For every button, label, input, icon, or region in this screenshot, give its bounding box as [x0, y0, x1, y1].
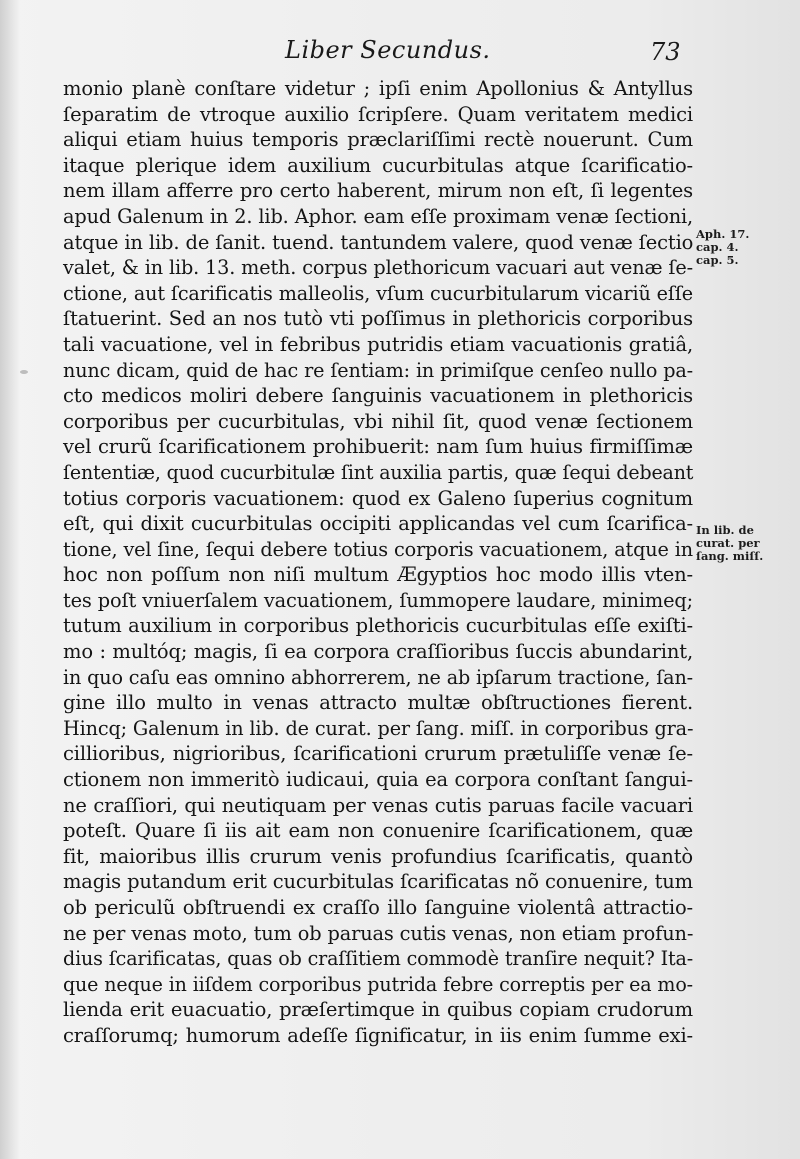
- text-line: eſt, qui dixit cucurbitulas occipiti applicandas vel cum ſcarifica-: [63, 512, 693, 536]
- running-title: Liber Secundus.: [285, 36, 491, 64]
- text-line: in quo caſu eas omnino abhorrerem, ne ab ipſarum tractione, ſan-: [63, 665, 693, 689]
- text-line: vel crurũ ſcarificationem prohibuerit: nam ſum huius firmiſſimæ: [63, 435, 693, 459]
- page-number: 73: [650, 38, 681, 66]
- text-line: ne per venas moto, tum ob paruas cutis venas, non etiam profun-: [63, 921, 694, 945]
- text-line: dius ſcarificatas, quas ob craſſitiem commodè tranſire nequit? Ita-: [63, 947, 694, 971]
- text-line: hoc non poſſum non niſi multum Ægyptios hoc modo illis vten-: [63, 563, 693, 587]
- text-line: cillioribus, nigrioribus, ſcarificationi crurum prætuliſſe venæ ſe-: [63, 742, 693, 766]
- text-line: mo : multóq; magis, ſi ea corpora craſſioribus ſuccis abundarint,: [63, 640, 693, 664]
- text-line: nunc dicam, quid de hac re ſentiam: in primiſque cenſeo nullo pa-: [63, 358, 694, 382]
- text-line: apud Galenum in 2. lib. Aphor. eam eſſe proximam venæ ſectioni,: [63, 204, 694, 228]
- text-line: ſeparatim de vtroque auxilio ſcripſere. Quam veritatem medici: [63, 102, 693, 126]
- text-line: nem illam afferre pro certo haberent, mirum non eſt, ſi legentes: [63, 179, 693, 203]
- marginal-note: Aph. 17. cap. 4. cap. 5.: [696, 227, 750, 267]
- text-line: poteſt. Quare ſi iis ait eam non conuenire ſcarificationem, quæ: [63, 819, 693, 843]
- text-line: ſententiæ, quod cucurbitulæ ſint auxilia partis, quæ ſequi debeant: [63, 460, 694, 484]
- text-line: aliqui etiam huius temporis præclariſſimi rectè nouerunt. Cum: [63, 128, 693, 152]
- text-line: ctione, aut ſcarificatis malleolis, vſum cucurbitularum vicariũ eſſe: [63, 281, 693, 305]
- marginal-note: In lib. de curat. per ſang. miſſ.: [696, 523, 764, 563]
- text-line: fit, maioribus illis crurum venis profundius ſcarificatis, quantò: [63, 844, 693, 868]
- text-line: corporibus per cucurbitulas, vbi nihil ſit, quod venæ ſectionem: [63, 409, 693, 433]
- gutter-shadow: [0, 0, 20, 1159]
- text-line: craſſorumq; humorum adeſſe ſignificatur, in iis enim ſumme exi-: [63, 1023, 693, 1047]
- text-line: cto medicos moliri debere ſanguinis vacuationem in plethoricis: [63, 384, 693, 408]
- text-line: magis putandum erit cucurbitulas ſcarificatas nõ conuenire, tum: [63, 870, 693, 894]
- text-line: valet, & in lib. 13. meth. corpus plethoricum vacuari aut venæ ſe-: [63, 256, 693, 280]
- text-line: tali vacuatione, vel in febribus putridis etiam vacuationis gratiâ,: [63, 332, 693, 356]
- text-line: ſtatuerint. Sed an nos tutò vti poſſimus in plethoricis corporibus: [63, 307, 693, 331]
- text-line: liendа erit euacuatio, præſertimque in quibus copiam crudorum: [63, 998, 693, 1022]
- page-header: [0, 30, 800, 80]
- ink-stain: [20, 370, 28, 374]
- text-line: ne craſſiori, qui neutiquam per venas cutis paruas facile vacuari: [63, 793, 693, 817]
- text-line: totius corporis vacuationem: quod ex Galeno ſuperius cognitum: [63, 486, 693, 510]
- text-line: ob periculũ obſtruendi ex craſſo illo ſanguine violentâ attractio-: [63, 896, 693, 919]
- text-line: tes poſt vniuerſalem vacuationem, ſummopere laudare, minimeq;: [63, 588, 693, 612]
- text-line: atque in lib. de ſanit. tuend. tantundem valere, quod venæ ſectio: [63, 230, 694, 254]
- text-line: gine illo multo in venas attracto multæ obſtructiones fierent.: [63, 691, 693, 715]
- text-line: Hincq; Galenum in lib. de curat. per ſang. miſſ. in corporibus gra-: [63, 716, 694, 740]
- text-line: ctionem non immeritò iudicaui, quia ea corpora conſtant ſangui-: [63, 768, 693, 792]
- text-line: que neque in iiſdem corporibus putrida febre correptis per ea mo-: [63, 972, 693, 996]
- text-line: monio planè conſtare videtur ; ipſi enim Apollonius & Antyllus: [63, 77, 693, 100]
- text-line: tutum auxilium in corporibus plethoricis cucurbitulas eſſe exiſti-: [63, 614, 693, 638]
- body-text: [63, 76, 693, 1049]
- text-line: itaque plerique idem auxilium cucurbitulas atque ſcarificatio-: [63, 153, 693, 177]
- text-line: tione, vel ſine, ſequi debere totius corporis vacuationem, atque in: [63, 537, 693, 561]
